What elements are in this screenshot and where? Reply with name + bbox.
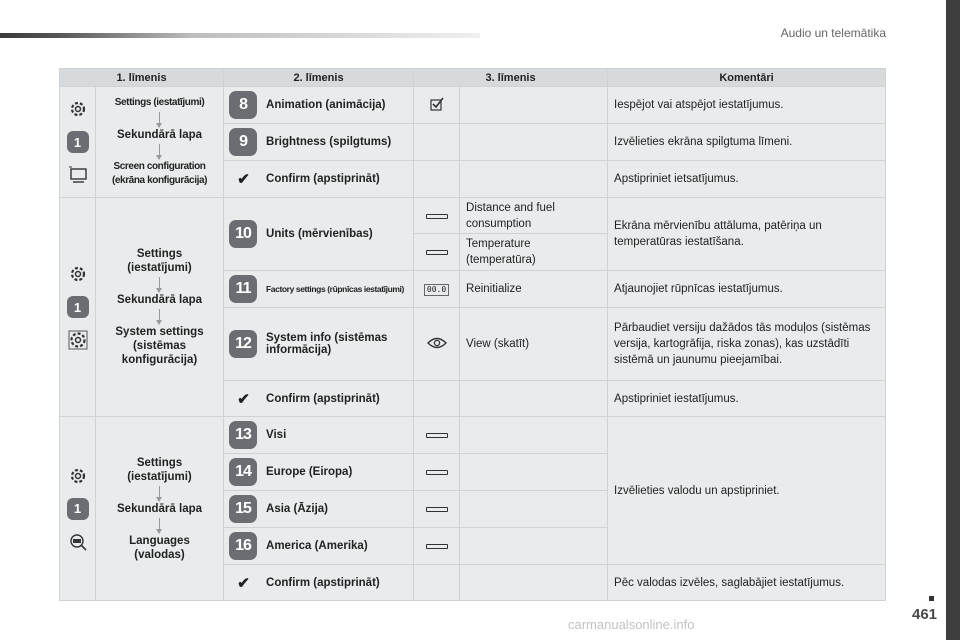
path-settings: Settings (iestatījumi): [127, 248, 192, 274]
comment-cell: Ekrāna mērvienību attāluma, patēriņa un temperatūras iestatīšana.: [608, 198, 886, 271]
comment-cell: Pēc valodas izvēles, saglabājiet iestatījumus.: [608, 565, 886, 601]
option-distance-fuel[interactable]: Distance and fuel consumption: [460, 198, 608, 234]
table-row: [60, 87, 886, 124]
col-header-level2: 2. līmenis: [224, 69, 414, 87]
settings-table: [59, 68, 886, 601]
comment-cell: Atjaunojiet rūpnīcas iestatījumus.: [608, 271, 886, 308]
checkmark-icon: ✔: [237, 390, 249, 408]
step-number-badge: 14: [229, 458, 257, 486]
option-temperature[interactable]: Temperature (temperatūra): [460, 234, 608, 271]
level-badge: 1: [67, 498, 89, 520]
arrow-down-icon: [159, 518, 160, 530]
comment-cell: Izvēlieties valodu un apstipriniet.: [608, 417, 886, 565]
option-icon[interactable]: [414, 454, 460, 491]
right-edge-bar: [946, 0, 960, 640]
gear-icon: [65, 464, 91, 488]
menu-item-asia[interactable]: 15 Asia (Āzija): [224, 491, 414, 528]
table-row: [60, 198, 886, 234]
path-secondary-page: Sekundārā lapa: [117, 129, 203, 141]
system-settings-icon: [65, 328, 91, 352]
path-system-settings: System settings (sistēmas konfigurācija): [115, 326, 204, 366]
step-number-badge: 13: [229, 421, 257, 449]
arrow-down-icon: [159, 486, 160, 498]
gear-icon: [65, 262, 91, 286]
option-view[interactable]: View (skatīt): [460, 308, 608, 381]
level1-icons-cell: [60, 417, 96, 601]
path-screen-configuration: Screen configuration (ekrāna konfigurācija): [111, 161, 208, 186]
option-icon[interactable]: [414, 528, 460, 565]
step-number-badge: 12: [229, 330, 257, 358]
menu-item-units[interactable]: 10 Units (mērvienības): [224, 198, 414, 271]
step-number-badge: 16: [229, 532, 257, 560]
level3-empty-cell: [460, 87, 608, 124]
menu-item-all-languages[interactable]: 13 Visi: [224, 417, 414, 454]
col-header-level1: 1. līmenis: [60, 69, 224, 87]
comment-cell: Apstipriniet ietsatījumus.: [608, 161, 886, 198]
level1-icons-cell: [60, 198, 96, 417]
level3-icon-empty: [414, 124, 460, 161]
level1-icons-cell: [60, 87, 96, 198]
option-icon[interactable]: [414, 491, 460, 528]
checkbox-icon[interactable]: [414, 87, 460, 124]
comment-cell: Pārbaudiet versiju dažādos tās moduļos (sistēmas versija, kartogrāfija, riska zonas), kas uzstādīti sistēmā un jaunumu pieejamībai.: [608, 308, 886, 381]
level-badge: 1: [67, 296, 89, 318]
step-number-badge: 15: [229, 495, 257, 523]
level3-empty-cell: [460, 491, 608, 528]
screen-config-icon: [65, 163, 91, 187]
menu-item-europe[interactable]: 14 Europe (Eiropa): [224, 454, 414, 491]
path-languages: Languages (valodas): [129, 534, 190, 561]
table-row: [60, 417, 886, 454]
level3-empty-cell: [460, 454, 608, 491]
menu-item-factory-settings[interactable]: 11 Factory settings (rūpnīcas iestatījumi): [224, 271, 414, 308]
step-number-badge: 11: [229, 275, 257, 303]
page-marker: [929, 596, 934, 601]
path-secondary-page: Sekundārā lapa: [117, 294, 203, 306]
option-icon[interactable]: [414, 198, 460, 234]
level3-icon-empty: [414, 161, 460, 198]
language-icon: [65, 530, 91, 554]
checkmark-icon: ✔: [237, 171, 249, 188]
menu-item-confirm[interactable]: ✔ Confirm (apstiprināt): [224, 565, 414, 601]
col-header-level3: 3. līmenis: [414, 69, 608, 87]
col-header-comments: Komentāri: [608, 69, 886, 87]
checkmark-icon: ✔: [237, 574, 249, 592]
watermark: carmanualsonline.info: [568, 617, 695, 632]
arrow-down-icon: [159, 112, 160, 124]
level3-empty-cell: [460, 161, 608, 198]
comment-cell: Izvēlieties ekrāna spilgtuma līmeni.: [608, 124, 886, 161]
comment-cell: Iespējot vai atspējot iestatījumus.: [608, 87, 886, 124]
level3-icon-empty: [414, 381, 460, 417]
comment-cell: Apstipriniet iestatījumus.: [608, 381, 886, 417]
level1-path-cell: [96, 417, 224, 601]
menu-item-confirm[interactable]: ✔ Confirm (apstiprināt): [224, 161, 414, 198]
gear-icon: [65, 97, 91, 121]
section-title: Audio un telemātika: [780, 26, 886, 40]
level3-empty-cell: [460, 124, 608, 161]
option-icon[interactable]: [414, 234, 460, 271]
table-header-row: [60, 69, 886, 87]
arrow-down-icon: [159, 309, 160, 321]
level1-path-cell: [96, 87, 224, 198]
eye-icon[interactable]: [414, 308, 460, 381]
menu-item-brightness[interactable]: 9 Brightness (spilgtums): [224, 124, 414, 161]
level-badge: 1: [67, 131, 89, 153]
top-gradient-bar: [0, 33, 480, 38]
menu-item-america[interactable]: 16 America (Amerika): [224, 528, 414, 565]
step-number-badge: 10: [229, 220, 257, 248]
level3-empty-cell: [460, 417, 608, 454]
arrow-down-icon: [159, 277, 160, 289]
menu-item-confirm[interactable]: ✔ Confirm (apstiprināt): [224, 381, 414, 417]
path-settings: Settings (iestatījumi): [114, 97, 205, 108]
path-secondary-page: Sekundārā lapa: [117, 502, 203, 515]
reset-counter-icon[interactable]: 00.0: [414, 271, 460, 308]
option-icon[interactable]: [414, 417, 460, 454]
menu-item-animation[interactable]: 8 Animation (animācija): [224, 87, 414, 124]
step-number-badge: 8: [229, 91, 257, 119]
option-reinitialize[interactable]: Reinitialize: [460, 271, 608, 308]
step-number-badge: 9: [229, 128, 257, 156]
arrow-down-icon: [159, 144, 160, 156]
level3-icon-empty: [414, 565, 460, 601]
page-number: 461: [912, 606, 938, 623]
level3-empty-cell: [460, 565, 608, 601]
level1-path-cell: [96, 198, 224, 417]
level3-empty-cell: [460, 381, 608, 417]
menu-item-system-info[interactable]: 12 System info (sistēmas informācija): [224, 308, 414, 381]
path-settings: Settings (iestatījumi): [127, 456, 192, 483]
level3-empty-cell: [460, 528, 608, 565]
